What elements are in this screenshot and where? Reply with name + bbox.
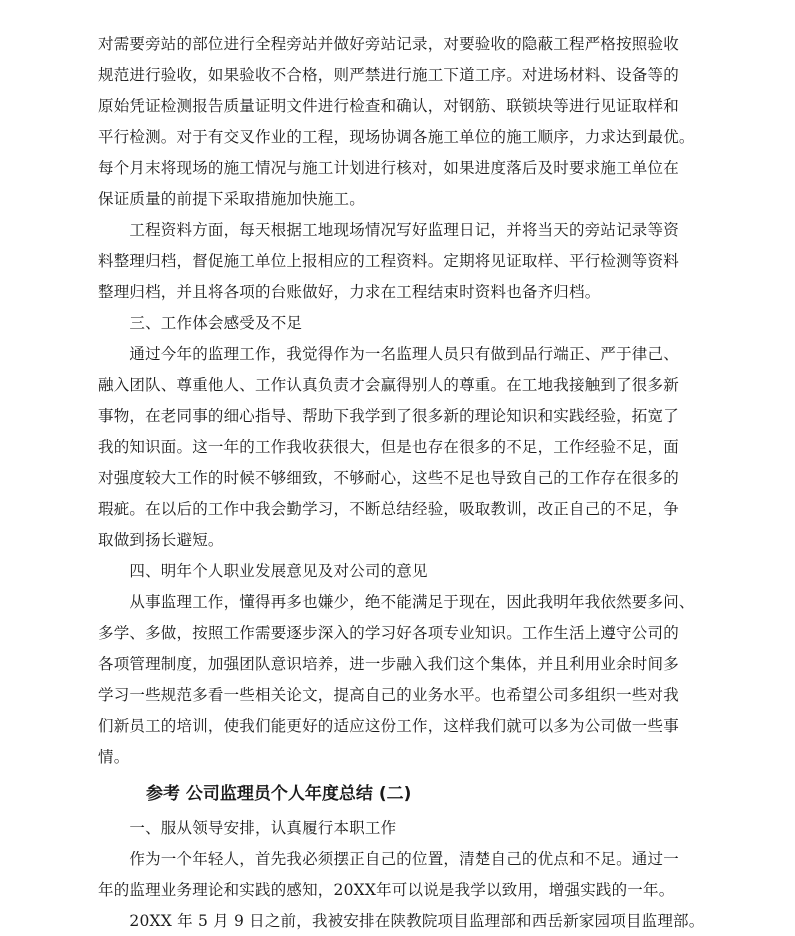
text-line: 取做到扬长避短。: [98, 531, 224, 549]
text-line: 保证质量的前提下采取措施加快施工。: [98, 190, 365, 208]
section-heading-3: 三、工作体会感受及不足: [98, 314, 303, 332]
text-line: 通过今年的监理工作，我觉得作为一名监理人员只有做到品行端正、严于律己、: [98, 345, 679, 363]
text-line: 融入团队、尊重他人、工作认真负责才会赢得别人的尊重。在工地我接触到了很多新: [98, 376, 679, 394]
text-line: 年的监理业务理论和实践的感知，20XX年可以说是我学以致用，增强实践的一年。: [98, 881, 675, 899]
text-line: 平行检测。对于有交叉作业的工程，现场协调各施工单位的施工顺序，力求达到最优。: [98, 128, 695, 146]
text-line: 多学、多做，按照工作需要逐步深入的学习好各项专业知识。工作生活上遵守公司的: [98, 624, 679, 642]
text-line: 瑕疵。在以后的工作中我会勤学习，不断总结经验，吸取教训，改正自己的不足，争: [98, 500, 679, 518]
text-line: 作为一个年轻人，首先我必须摆正自己的位置，清楚自己的优点和不足。通过一: [98, 850, 679, 868]
text-line: 学习一些规范多看一些相关论文，提高自己的业务水平。也希望公司多组织一些对我: [98, 686, 679, 704]
text-line: 原始凭证检测报告质量证明文件进行检查和确认，对钢筋、联锁块等进行见证取样和: [98, 97, 679, 115]
text-line: 各项管理制度，加强团队意识培养，进一步融入我们这个集体，并且利用业余时间多: [98, 655, 679, 673]
text-line: 规范进行验收，如果验收不合格，则严禁进行施工下道工序。对进场材料、设备等的: [98, 66, 679, 84]
text-line: 事物，在老同事的细心指导、帮助下我学到了很多新的理论知识和实践经验，拓宽了: [98, 407, 679, 425]
text-line: 料整理归档，督促施工单位上报相应的工程资料。定期将见证取样、平行检测等资料: [98, 252, 679, 270]
text-line: 工程资料方面，每天根据工地现场情况写好监理日记，并将当天的旁站记录等资: [98, 221, 679, 239]
section-heading-1: 一、服从领导安排，认真履行本职工作: [98, 819, 397, 837]
text-line: 20XX 年 5 月 9 日之前，我被安排在陕教院项目监理部和西岳新家园项目监理部。: [98, 912, 705, 930]
text-line: 整理归档，并且将各项的台账做好，力求在工程结束时资料也备齐归档。: [98, 283, 601, 301]
text-line: 对强度较大工作的时候不够细致，不够耐心，这些不足也导致自己的工作存在很多的: [98, 469, 679, 487]
text-line: 每个月末将现场的施工情况与施工计划进行核对，如果进度落后及时要求施工单位在: [98, 159, 679, 177]
text-line: 我的知识面。这一年的工作我收获很大，但是也存在很多的不足，工作经验不足，面: [98, 438, 679, 456]
text-line: 们新员工的培训，使我们能更好的适应这份工作，这样我们就可以多为公司做一些事: [98, 717, 679, 735]
document-title: 参考 公司监理员个人年度总结 (二): [146, 784, 412, 804]
text-line: 对需要旁站的部位进行全程旁站并做好旁站记录，对要验收的隐蔽工程严格按照验收: [98, 35, 679, 53]
text-line: 从事监理工作，懂得再多也嫌少，绝不能满足于现在，因此我明年我依然要多问、: [98, 593, 695, 611]
section-heading-4: 四、明年个人职业发展意见及对公司的意见: [98, 562, 428, 580]
text-line: 情。: [98, 748, 130, 766]
